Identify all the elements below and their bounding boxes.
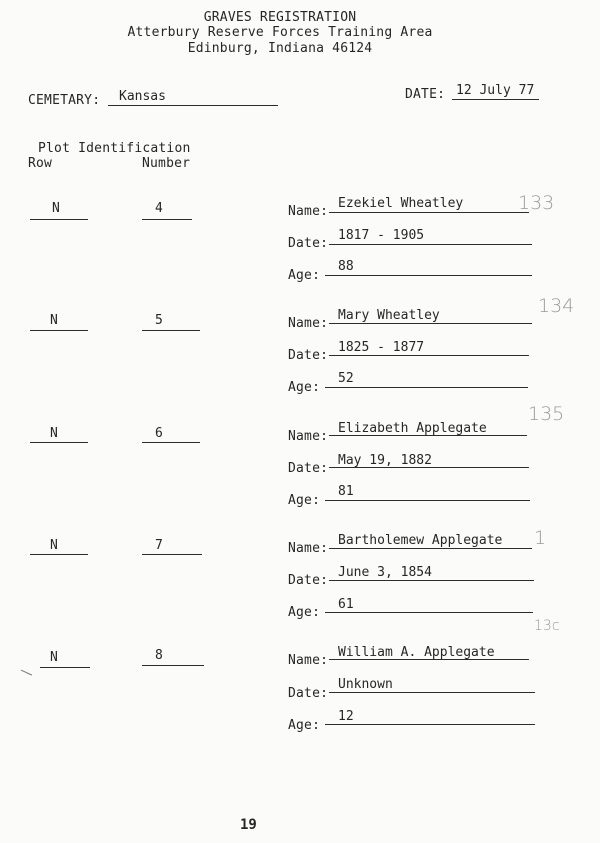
entry-date: 1825 - 1877: [338, 340, 425, 355]
entry-name: Bartholemew Applegate: [338, 533, 503, 548]
age-label: Age:: [288, 605, 321, 620]
entry-name: Mary Wheatley: [338, 308, 440, 323]
plot-identification-heading: Plot Identification: [38, 141, 191, 156]
name-label: Name:: [288, 541, 329, 556]
entry-age: 12: [338, 709, 354, 724]
entry-row: N: [50, 313, 58, 328]
age-line: [325, 275, 532, 276]
entry-row: N: [50, 650, 58, 665]
number-column-heading: Number: [142, 156, 191, 171]
entry-number: 8: [155, 648, 163, 663]
name-line: [329, 548, 532, 549]
entry-row: N: [50, 426, 58, 441]
number-line: [142, 330, 200, 331]
date-field-line: [329, 692, 535, 693]
age-line: [325, 500, 530, 501]
entry-age: 81: [338, 484, 354, 499]
form-address: Edinburg, Indiana 46124: [187, 41, 373, 56]
entry-age: 52: [338, 371, 354, 386]
entry-age: 61: [338, 597, 354, 612]
entry-number: 7: [155, 538, 163, 553]
entry-name: Ezekiel Wheatley: [338, 196, 464, 211]
name-line: [329, 659, 529, 660]
entry-number: 5: [155, 313, 163, 328]
form-subtitle: Atterbury Reserve Forces Training Area: [127, 25, 433, 40]
handwritten-annotation: 135: [528, 403, 565, 425]
date-field-label: Date:: [288, 461, 329, 476]
name-label: Name:: [288, 429, 329, 444]
row-line: [40, 667, 90, 668]
row-line: [30, 554, 88, 555]
form-title: GRAVES REGISTRATION: [203, 10, 357, 25]
entry-date: 1817 - 1905: [338, 228, 425, 243]
entry-age: 88: [338, 259, 354, 274]
name-label: Name:: [288, 204, 329, 219]
age-line: [325, 612, 533, 613]
name-line: [329, 212, 529, 213]
entry-name: William A. Applegate: [338, 645, 495, 660]
date-field-line: [329, 467, 529, 468]
entry-row: N: [52, 201, 60, 216]
page-number: 19: [240, 817, 257, 833]
date-value: 12 July 77: [456, 83, 535, 98]
handwritten-annotation: 133: [518, 192, 555, 214]
date-field-label: Date:: [288, 686, 329, 701]
date-field-line: [329, 244, 532, 245]
age-label: Age:: [288, 268, 321, 283]
name-line: [329, 435, 527, 436]
number-line: [142, 219, 192, 220]
cemetery-value: Kansas: [119, 89, 166, 104]
entry-number: 4: [155, 201, 163, 216]
handwritten-annotation: 1: [534, 527, 547, 549]
row-line: [30, 219, 88, 220]
name-label: Name:: [288, 316, 329, 331]
name-line: [329, 323, 532, 324]
age-line: [325, 724, 535, 725]
row-line: [30, 330, 88, 331]
cemetery-line: [108, 105, 278, 106]
entry-row: N: [50, 538, 58, 553]
date-label: DATE:: [405, 87, 446, 102]
age-line: [325, 387, 528, 388]
date-field-line: [329, 355, 529, 356]
date-field-label: Date:: [288, 573, 329, 588]
date-field-label: Date:: [288, 348, 329, 363]
entry-number: 6: [155, 426, 163, 441]
date-field-line: [329, 580, 534, 581]
row-column-heading: Row: [28, 156, 53, 171]
cemetery-label: CEMETARY:: [28, 93, 101, 108]
entry-date: May 19, 1882: [338, 453, 432, 468]
entry-date: Unknown: [338, 677, 393, 692]
stray-mark: [20, 670, 32, 678]
number-line: [142, 554, 202, 555]
handwritten-annotation: 134: [538, 295, 575, 317]
date-line: [452, 99, 539, 100]
date-field-label: Date:: [288, 236, 329, 251]
age-label: Age:: [288, 718, 321, 733]
entry-date: June 3, 1854: [338, 565, 432, 580]
number-line: [142, 442, 200, 443]
age-label: Age:: [288, 380, 321, 395]
handwritten-annotation: 13c: [534, 618, 560, 634]
number-line: [142, 665, 204, 666]
age-label: Age:: [288, 493, 321, 508]
name-label: Name:: [288, 653, 329, 668]
entry-name: Elizabeth Applegate: [338, 421, 487, 436]
row-line: [30, 442, 88, 443]
